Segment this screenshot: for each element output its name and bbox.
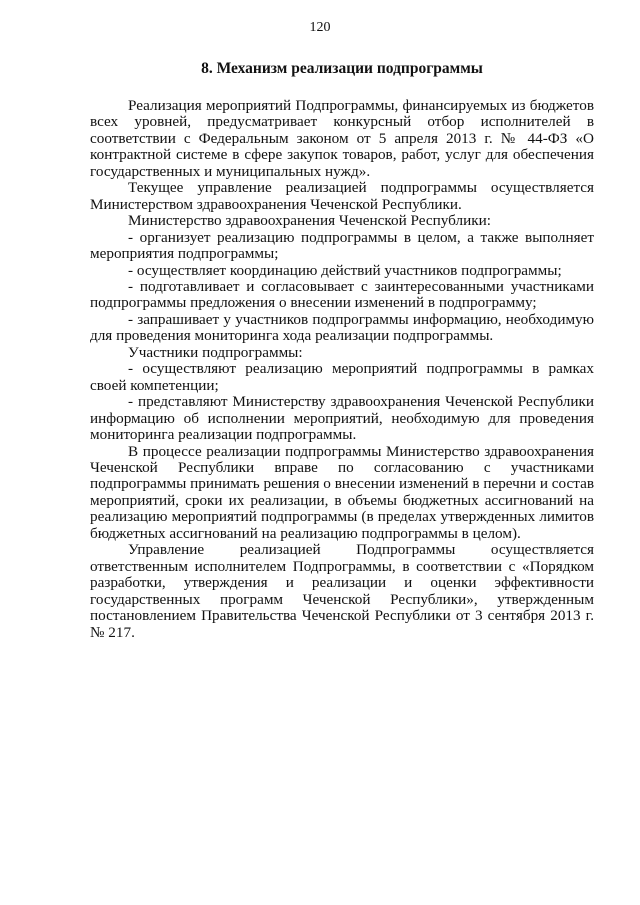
list-item-ministry-coordinates: - осуществляет координацию действий участников подпрограммы; bbox=[128, 261, 562, 279]
paragraph-participants-intro: Участники подпрограммы: bbox=[128, 343, 303, 361]
paragraph-ministry-rights: В процессе реализации подпрограммы Министерство здравоохранения Чеченской Республики вправе по согласованию с участниками подпрограммы принимать решения о внесении изменений в перечни и состав мероприятий, сроки их реализации, в объемы бюджетных ассигнований на реализацию мероприятий подпрограммы (в пределах утвержденных лимитов бюджетных ассигнований на реализацию подпрограммы в целом). bbox=[90, 442, 594, 542]
body-text bbox=[90, 98, 594, 641]
paragraph-management-order: Управление реализацией Подпрограммы осуществляется ответственным исполнителем Подпрограммы, в соответствии с «Порядком разработки, утверждения и реализации и оценки эффективности государственных программ Чеченской Республики», утвержденным постановлением Правительства Чеченской Республики от 3 сентября 2013 г. № 217. bbox=[90, 541, 594, 641]
list-item-ministry-organizes: - организует реализацию подпрограммы в целом, а также выполняет мероприятия подпрограммы; bbox=[90, 228, 594, 263]
section-heading: 8. Механизм реализации подпрограммы bbox=[201, 60, 483, 77]
paragraph-procurement: Реализация мероприятий Подпрограммы, финансируемых из бюджетов всех уровней, предусматривает конкурсный отбор исполнителей в соответствии с Федеральным законом от 5 апреля 2013 г. № 44-ФЗ «О контрактной системе в сфере закупок товаров, работ, услуг для обеспечения государственных и муниципальных нужд». bbox=[90, 97, 594, 180]
list-item-participants-report: - представляют Министерству здравоохранения Чеченской Республики информацию об исполнении мероприятий, необходимую для проведения мониторинга реализации подпрограммы. bbox=[90, 393, 594, 444]
list-item-ministry-requests: - запрашивает у участников подпрограммы информацию, необходимую для проведения мониторинга хода реализации подпрограммы. bbox=[90, 310, 594, 345]
paragraph-ministry-intro: Министерство здравоохранения Чеченской Республики: bbox=[128, 212, 491, 230]
page-number: 120 bbox=[309, 20, 331, 35]
list-item-participants-implement: - осуществляют реализацию мероприятий подпрограммы в рамках своей компетенции; bbox=[90, 360, 594, 394]
list-item-ministry-prepares: - подготавливает и согласовывает с заинтересованными участниками подпрограммы предложения о внесении изменений в подпрограмму; bbox=[90, 277, 594, 312]
paragraph-current-management: Текущее управление реализацией подпрограммы осуществляется Министерством здравоохранения Чеченской Республики. bbox=[90, 179, 594, 213]
